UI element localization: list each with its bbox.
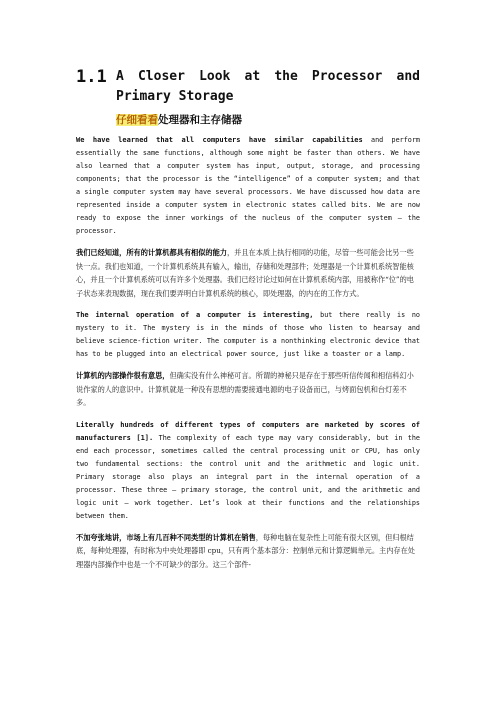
paragraph-3-chinese-body: ，每种电脑在复杂性上可能有很大区别，但归根结底，每种处理器，有时称为中央处理器即 cpu，只有两个基本部分：控制单元和计算逻辑单元。主内存在处理器内部操作中也是一个不可缺少的部分。这三个部件- — [76, 532, 415, 569]
paragraph-1-chinese-lead: 我们已经知道，所有的计算机都具有相似的能力 — [76, 248, 227, 257]
section-subtitle — [116, 112, 420, 128]
paragraph-2-english-body: but there really is no mystery to it. The mystery is in the minds of those who listen to hearsay and believe science-fiction writer. The computer is a nonthinking electronic device that has to be plugged into an electrical power source, just like a toaster or a lamp. — [76, 311, 420, 358]
section-title-line1: A Closer Look at the Processor and — [116, 69, 420, 84]
section-heading — [76, 66, 420, 88]
document-page — [76, 66, 420, 580]
paragraph-2-chinese-lead: 计算机的内部操作很有意思， — [76, 371, 170, 380]
subtitle-rest: 处理器和主存储器 — [158, 114, 242, 126]
paragraph-1-chinese-body: ，并且在本质上执行相同的功能，尽管一些可能会比另一些快一点。我们也知道，一个计算机系统具有输入，输出，存储和处理部件；处理器是一个计算机系统智能核心，并且一个计算机系统可以有许多个处理器。我们已经讨论过如何在计算机系统内部，用被称作“位”的电子状态来表现数据，现在我们要弄明白计算机系统的核心，即处理器，的内在的工作方式。 — [76, 248, 414, 298]
paragraph-3-english-body: The complexity of each type may vary considerably, but in the end each processor, sometimes called the central processing unit or CPU, has only two fundamental sections: the control unit and the arithmetic and logic unit. Primary storage also plays an integral part in the internal operation of a processor. These three — primary storage, the control unit, and the arithmetic and logic unit — work together. Let’s look at their functions and the relationships between them. — [76, 433, 421, 520]
paragraph-3-chinese-lead: 不加夸张地讲，市场上有几百种不同类型的计算机在销售 — [76, 532, 256, 542]
section-number: 1.1 — [76, 67, 107, 87]
paragraph-2-english-lead: The internal operation of a computer is interesting, — [76, 311, 314, 319]
paragraph-3-chinese — [76, 531, 420, 572]
paragraph-1-english-body: and perform essentially the same functions, although some might be faster than others. We have also learned that a computer system has input, output, storage, and processing components; that the processor is the “intelligence” of a computer system; and that a single computer system may have several processors. We have discussed how data are represented inside a computer system in electronic states called bits. We are now ready to expose the inner workings of the nucleus of the computer system — the processor. — [76, 136, 420, 235]
section-title-line2: Primary Storage — [116, 89, 234, 104]
paragraph-2-chinese-body: 但确实没有什么神秘可言。所谓的神秘只是存在于那些听信传闻和相信科幻小说作家的人的意识中。计算机就是一种没有思想的需要接通电源的电子设备而已，与烤面包机和台灯差不多。 — [76, 371, 414, 407]
paragraph-1-chinese — [76, 246, 420, 300]
paragraph-3-english — [76, 419, 420, 523]
paragraph-2-english — [76, 309, 420, 361]
paragraph-2-chinese — [76, 369, 420, 410]
paragraph-1-english — [76, 134, 420, 238]
subtitle-highlight: 仔细看看 — [116, 114, 158, 126]
paragraph-1-english-lead: We have learned that all computers have similar capabilities — [76, 136, 363, 144]
paragraph-3-english-lead: Literally hundreds of different types of computers are marketed by scores of manufacturers [1]. — [76, 420, 420, 442]
